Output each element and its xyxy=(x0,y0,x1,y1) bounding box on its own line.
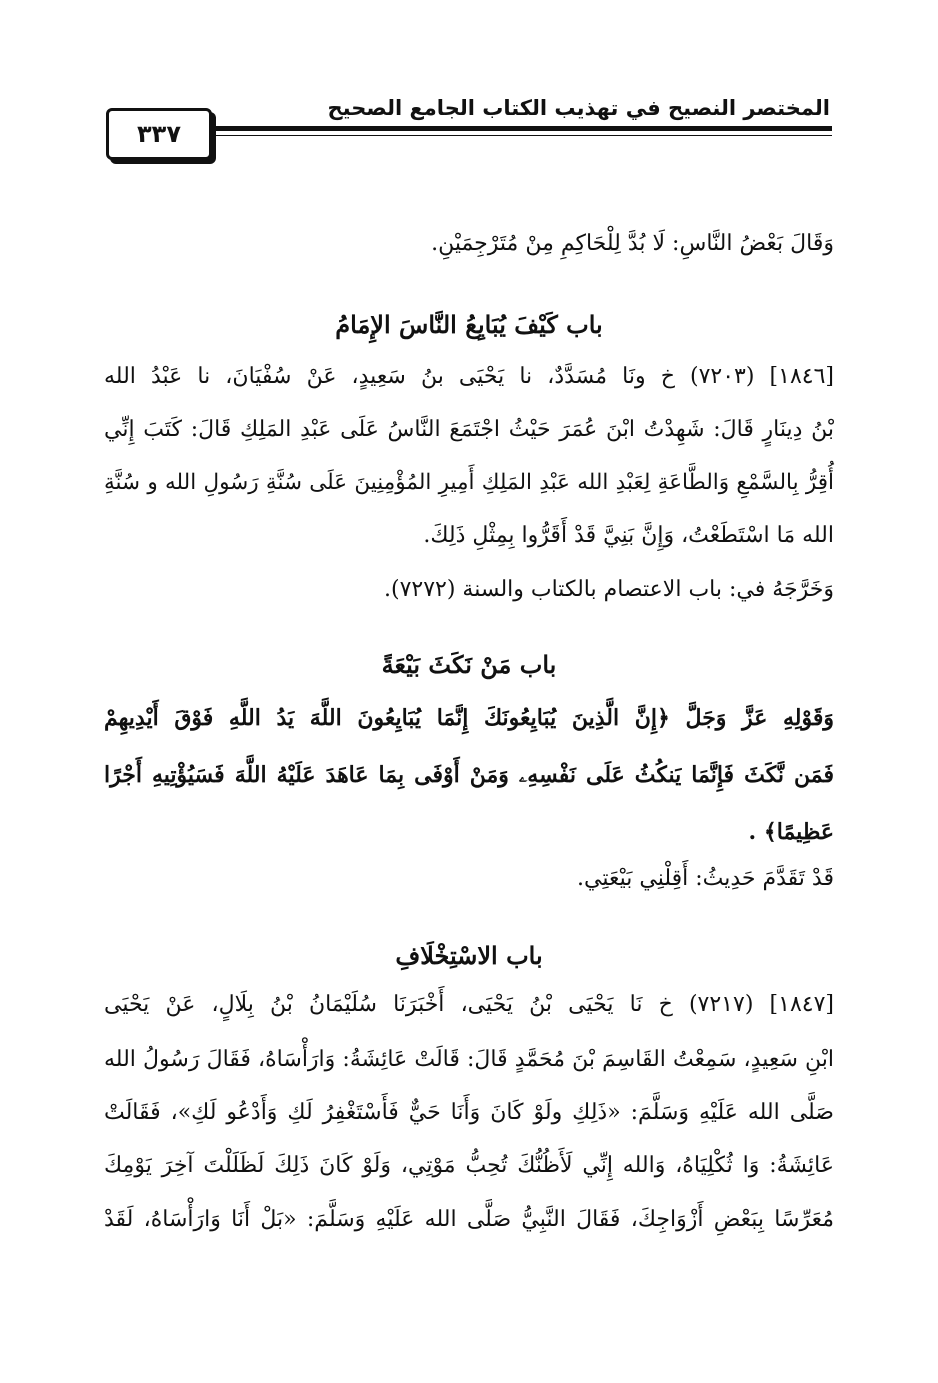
hadith-1846-line-2: بْنُ دِينَارٍ قَالَ: شَهِدْتُ ابْنَ عُمَرَ حَيْثُ اجْتَمَعَ النَّاسُ عَلَى عَبْدِ المَلِكِ قَالَ: كَتَبَ إِنِّي xyxy=(104,417,834,442)
hadith-1847-line-4: عَائِشَةُ: وَا ثُكْلِيَاهُ، وَالله إِنِّي لَأَظُنُّكَ تُحِبُّ مَوْتِي، وَلَوْ كَانَ ذَلِكَ لَظَلَلْتَ آخِرَ يَوْمِكَ xyxy=(104,1153,834,1178)
quran-verse-line-2: فَمَن نَّكَثَ فَإِنَّمَا يَنكُثُ عَلَى نَفْسِهِۦ وَمَنْ أَوْفَى بِمَا عَاهَدَ عَلَيْهُ اللَّهَ فَسَيُؤْتِيهِ أَجْرًا xyxy=(104,762,834,788)
hadith-1846-line-1: [١٨٤٦] (٧٢٠٣) خ ونَا مُسَدَّدٌ، نا يَحْيَى بنُ سَعِيدٍ، عَنْ سُفْيَانَ، نا عَبْدُ الله xyxy=(104,364,834,389)
quran-verse-line-3: عَظِيمًا﴾ . xyxy=(748,819,834,845)
hadith-1847-line-2: ابْنِ سَعِيدٍ، سَمِعْتُ القَاسِمَ بْنَ مُحَمَّدٍ قَالَ: قَالَتْ عَائِشَةُ: وَارَأْسَاهُ، فَقَالَ رَسُولُ الله xyxy=(104,1047,834,1072)
cross-reference-line: وَخَرَّجَهُ في: باب الاعتصام بالكتاب والسنة (٧٢٧٢). xyxy=(383,577,834,602)
hadith-1846-line-3: أُقِرُّ بِالسَّمْعِ وَالطَّاعَةِ لِعَبْدِ الله عَبْدِ المَلِكِ أَمِيرِ المُؤْمِنِينَ عَلَى سُنَّةِ رَسُولِ الله و سُنَّةِ xyxy=(104,470,834,495)
hadith-1846-line-4: الله مَا اسْتَطَعْتُ، وَإِنَّ بَنِيَّ قَدْ أَقَرُّوا بِمِثْلِ ذَلِكَ. xyxy=(423,523,834,548)
hadith-1847-line-1: [١٨٤٧] (٧٢١٧) خ نَا يَحْيَى بْنُ يَحْيَى، أَخْبَرَنَا سُلَيْمَانُ بْنُ بِلَالٍ، عَنْ يَحْيَى xyxy=(104,992,834,1017)
header-rule-thick xyxy=(205,126,832,131)
running-header-title: المختصر النصيح في تهذيب الكتاب الجامع الصحيح xyxy=(327,96,830,120)
header-rule-thin xyxy=(205,135,832,136)
text-line-1: وَقَالَ بَعْضُ النَّاسِ: لَا بُدَّ لِلْحَاكِمِ مِنْ مُتَرْجِمَيْنِ. xyxy=(431,231,834,256)
chapter-heading-succession: باب الاسْتِخْلَافِ xyxy=(395,941,543,970)
previous-hadith-note: قَدْ تَقَدَّمَ حَدِيثُ: أَقِلْنِي بَيْعَتِي. xyxy=(577,866,834,891)
hadith-1847-line-3: صَلَّى الله عَلَيْهِ وَسَلَّمَ: «ذَلِكِ ولَوْ كَانَ وَأَنَا حَيٌّ فَأَسْتَغْفِرُ لَكِ وَأَدْعُو لَكِ»، فَقَالَتْ xyxy=(104,1100,834,1125)
page-number: ٣٣٧ xyxy=(137,120,181,148)
chapter-heading-imam: باب كَيْفَ يُبَايِعُ النَّاسَ الإِمَامُ xyxy=(335,310,603,339)
chapter-heading-breaking-pledge: باب مَنْ نَكَثَ بَيْعَةً xyxy=(381,650,557,679)
page-number-box xyxy=(106,108,212,160)
quran-verse-line-1: وَقَوْلِهِ عَزَّ وَجَلَّ ﴿إِنَّ الَّذِينَ يُبَايِعُونَكَ إِنَّمَا يُبَايِعُونَ اللَّهَ يَدُ اللَّهِ فَوْقَ أَيْدِيهِمْ xyxy=(104,705,834,731)
hadith-1847-line-5: مُعَرِّسًا بِبَعْضِ أَزْوَاجِكَ، فَقَالَ النَّبِيُّ صَلَّى الله عَلَيْهِ وَسَلَّمَ: «بَلْ أَنَا وَارَأْسَاهُ، لَقَدْ xyxy=(104,1207,834,1232)
